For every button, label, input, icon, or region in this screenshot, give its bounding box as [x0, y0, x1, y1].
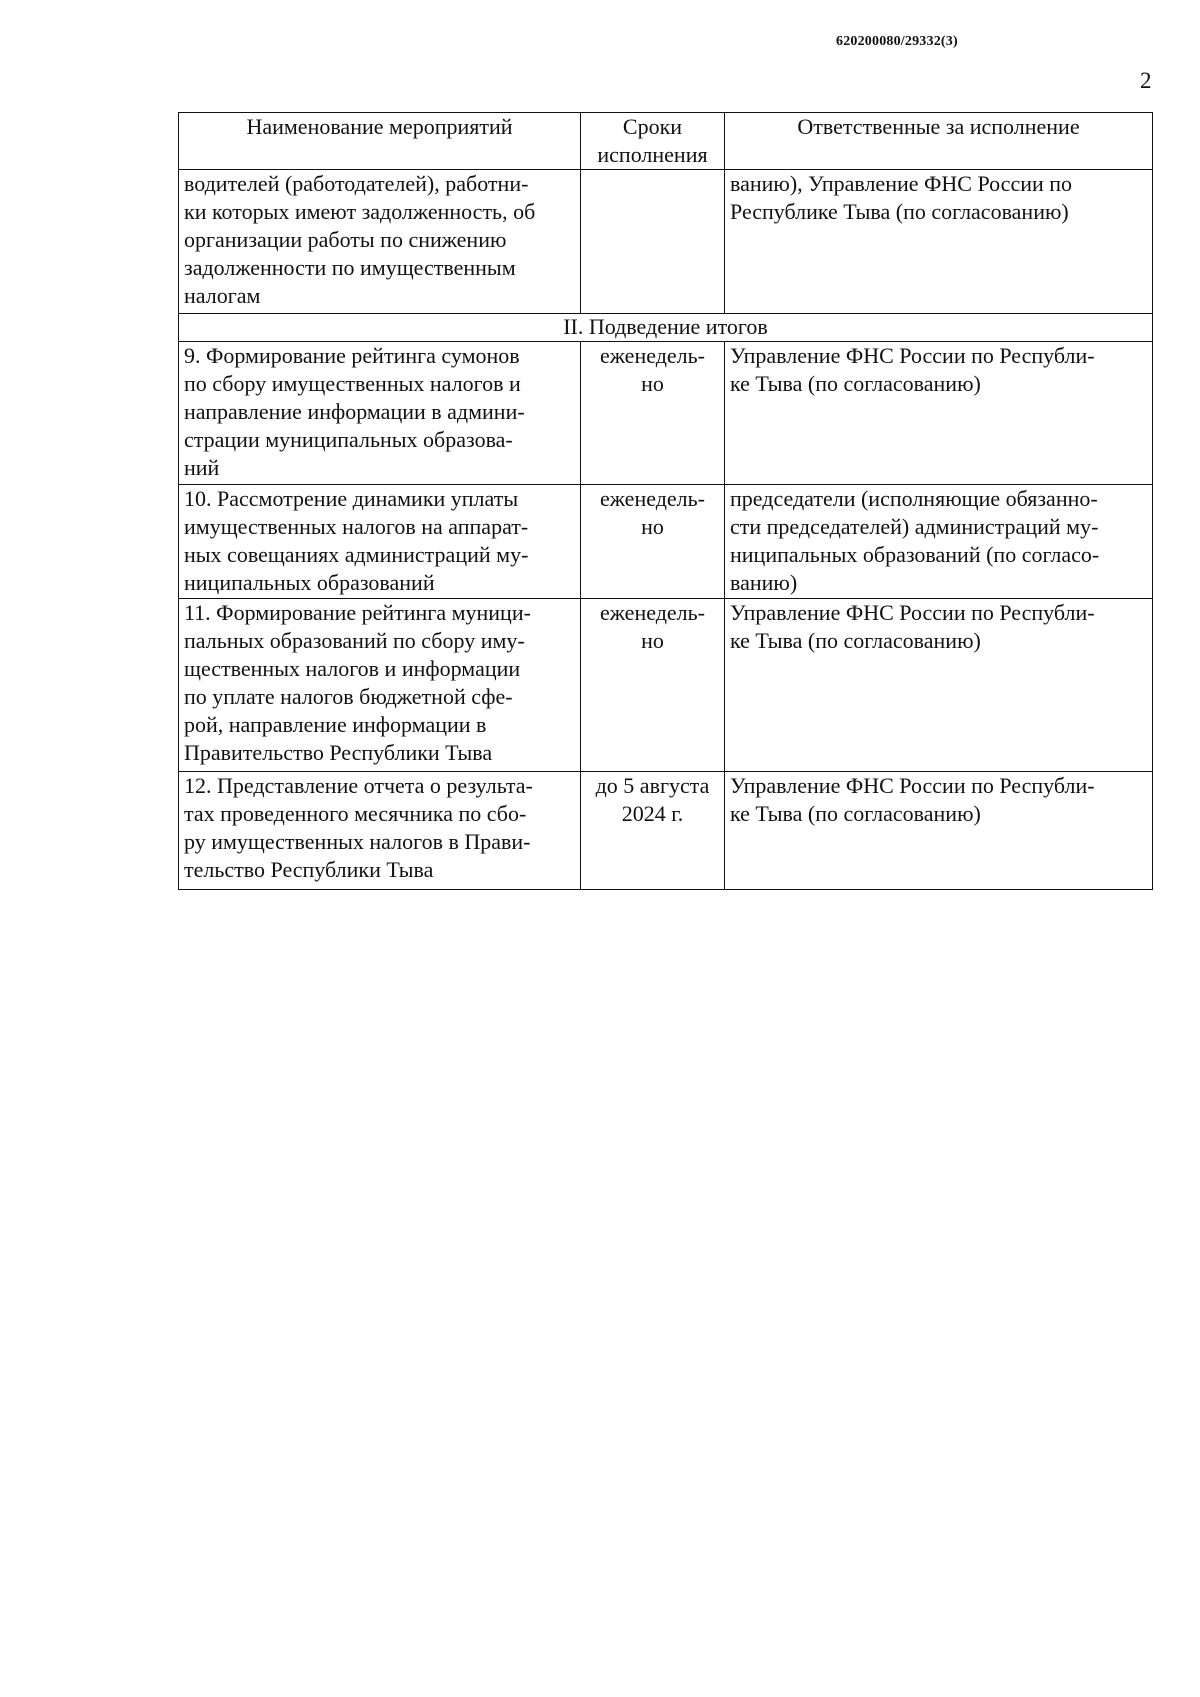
cell-text-line: щественных налогов и информации	[184, 656, 521, 681]
cell-text-line: ниципальных образований (по согласо-	[730, 542, 1100, 567]
deadline-cell	[581, 599, 725, 772]
cell-text-line: по сбору имущественных налогов и	[184, 371, 521, 396]
cell-text-line: организации работы по снижению	[184, 227, 507, 252]
activity-cell	[179, 599, 581, 772]
cell-text-line: до 5 августа	[595, 773, 710, 798]
section-title: II. Подведение итогов	[179, 314, 1153, 342]
column-header-deadline: Сроки исполнения	[581, 113, 725, 170]
activity-cell	[179, 342, 581, 485]
cell-text-line: еженедель-	[600, 343, 705, 368]
activity-cell	[179, 772, 581, 890]
cell-text-line: 9. Формирование рейтинга сумонов	[184, 343, 520, 368]
cell-text-line: водителей (работодателей), работни-	[184, 171, 529, 196]
cell-text-line: ных совещаниях администраций му-	[184, 542, 529, 567]
table-header-row	[179, 113, 1153, 170]
page-number: 2	[1140, 68, 1152, 93]
cell-text-line: задолженности по имущественным	[184, 255, 516, 280]
cell-text-line: но	[641, 514, 664, 539]
cell-text-line: ниципальных образований	[184, 570, 435, 595]
cell-text-line: ванию)	[730, 570, 798, 595]
cell-text-line: сти председателей) администраций му-	[730, 514, 1099, 539]
cell-text-line: ний	[184, 455, 220, 480]
cell-text-line: по уплате налогов бюджетной сфе-	[184, 684, 513, 709]
responsible-cell	[725, 342, 1153, 485]
cell-text-line: ке Тыва (по согласованию)	[730, 801, 981, 826]
document-code: 620200080/29332(3)	[836, 34, 958, 49]
continuation-row	[179, 170, 1153, 314]
deadline-cell	[581, 485, 725, 599]
cell-text-line: Республике Тыва (по согласованию)	[730, 199, 1069, 224]
cell-text-line: но	[641, 371, 664, 396]
cell-text-line: ру имущественных налогов в Прави-	[184, 829, 531, 854]
cell-text-line: рой, направление информации в	[184, 712, 487, 737]
cell-text-line: еженедель-	[600, 486, 705, 511]
deadline-cell	[581, 342, 725, 485]
section-row	[179, 314, 1153, 342]
cell-text-line: Правительство Республики Тыва	[184, 740, 493, 765]
cell-text-line: ке Тыва (по согласованию)	[730, 628, 981, 653]
cell-text-line: 11. Формирование рейтинга муници-	[184, 600, 531, 625]
responsible-cell	[725, 599, 1153, 772]
cell-text-line: имущественных налогов на аппарат-	[184, 514, 529, 539]
cell-text-line: пальных образований по сбору иму-	[184, 628, 525, 653]
cell-text-line: ванию), Управление ФНС России по	[730, 171, 1073, 196]
cell-text-line: 2024 г.	[621, 801, 684, 826]
cell-text-line: ки которых имеют задолженность, об	[184, 199, 536, 224]
cell-text-line: 12. Представление отчета о результа-	[184, 773, 533, 798]
responsible-cell	[725, 485, 1153, 599]
cell-text-line: страции муниципальных образова-	[184, 427, 513, 452]
cell-text-line: Управление ФНС России по Республи-	[730, 773, 1095, 798]
column-header-activity: Наименование мероприятий	[179, 113, 581, 170]
activities-table	[178, 112, 1153, 890]
responsible-cell	[725, 772, 1153, 890]
cell-text-line: Управление ФНС России по Республи-	[730, 343, 1095, 368]
column-header-responsible: Ответственные за исполнение	[725, 113, 1153, 170]
table-row	[179, 599, 1153, 772]
cell-text-line: налогам	[184, 283, 261, 308]
cell-text-line: тельство Республики Тыва	[184, 857, 434, 882]
cell-text-line: направление информации в админи-	[184, 399, 525, 424]
cell-text-line: еженедель-	[600, 600, 705, 625]
deadline-cell	[581, 772, 725, 890]
table-row	[179, 485, 1153, 599]
cell-text-line: Управление ФНС России по Республи-	[730, 600, 1095, 625]
cell-text-line: но	[641, 628, 664, 653]
table-row	[179, 342, 1153, 485]
cell-text-line: 10. Рассмотрение динамики уплаты	[184, 486, 519, 511]
responsible-cell	[725, 170, 1153, 314]
deadline-cell	[581, 170, 725, 314]
activity-cell	[179, 485, 581, 599]
table-row	[179, 772, 1153, 890]
cell-text-line: председатели (исполняющие обязанно-	[730, 486, 1098, 511]
cell-text-line: ке Тыва (по согласованию)	[730, 371, 981, 396]
cell-text-line: тах проведенного месячника по сбо-	[184, 801, 527, 826]
activity-cell	[179, 170, 581, 314]
